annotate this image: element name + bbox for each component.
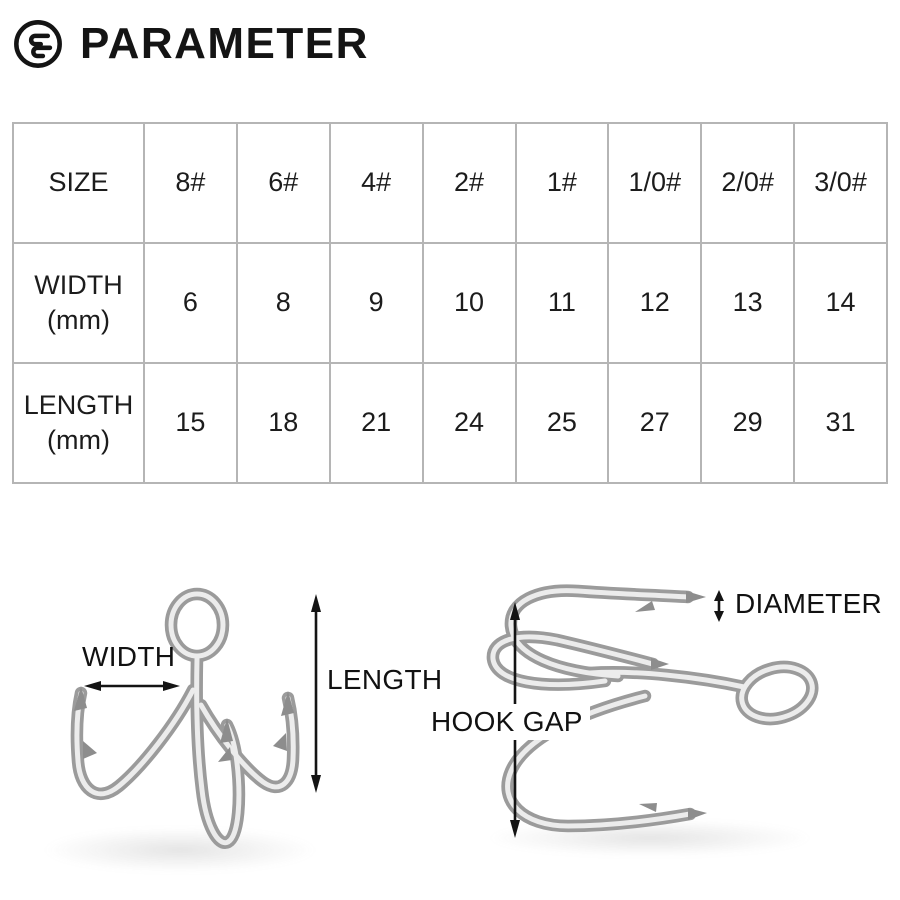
table-value-cell: 11	[516, 243, 609, 363]
table-value-cell: 24	[423, 363, 516, 483]
page-title: PARAMETER	[80, 19, 369, 68]
table-header-cell: 6#	[237, 123, 330, 243]
width-label: WIDTH	[82, 641, 176, 672]
length-label: LENGTH	[327, 664, 443, 695]
table-row	[13, 123, 887, 243]
table-value-cell: 31	[794, 363, 887, 483]
table-header-cell: 1/0#	[608, 123, 701, 243]
table-value-cell: 6	[144, 243, 237, 363]
table-header-cell: 1#	[516, 123, 609, 243]
table-header-cell: 2#	[423, 123, 516, 243]
table-value-cell: 27	[608, 363, 701, 483]
table-value-cell: 21	[330, 363, 423, 483]
header	[12, 18, 369, 70]
table-value-cell: 15	[144, 363, 237, 483]
size-spec-table-body	[13, 123, 887, 483]
table-row	[13, 363, 887, 483]
table-value-cell: 25	[516, 363, 609, 483]
table-row-label-cell: LENGTH (mm)	[13, 363, 144, 483]
hook-point-barbs	[635, 591, 707, 820]
table-value-cell: 13	[701, 243, 794, 363]
brand-circle-double-hook-icon	[12, 18, 64, 70]
table-row	[13, 243, 887, 363]
size-spec-table	[12, 122, 888, 484]
table-value-cell: 8	[237, 243, 330, 363]
table-value-cell: 9	[330, 243, 423, 363]
table-value-cell: 29	[701, 363, 794, 483]
table-value-cell: 14	[794, 243, 887, 363]
table-header-cell: 4#	[330, 123, 423, 243]
treble-hook-front-photo	[30, 575, 330, 875]
table-row-label-cell: WIDTH (mm)	[13, 243, 144, 363]
table-header-cell: 8#	[144, 123, 237, 243]
table-header-cell: 3/0#	[794, 123, 887, 243]
hook-gap-label: HOOK GAP	[424, 704, 590, 740]
table-value-cell: 18	[237, 363, 330, 483]
table-value-cell: 12	[608, 243, 701, 363]
table-header-cell: 2/0#	[701, 123, 794, 243]
diameter-label: DIAMETER	[735, 588, 883, 619]
table-header-cell: SIZE	[13, 123, 144, 243]
table-value-cell: 10	[423, 243, 516, 363]
